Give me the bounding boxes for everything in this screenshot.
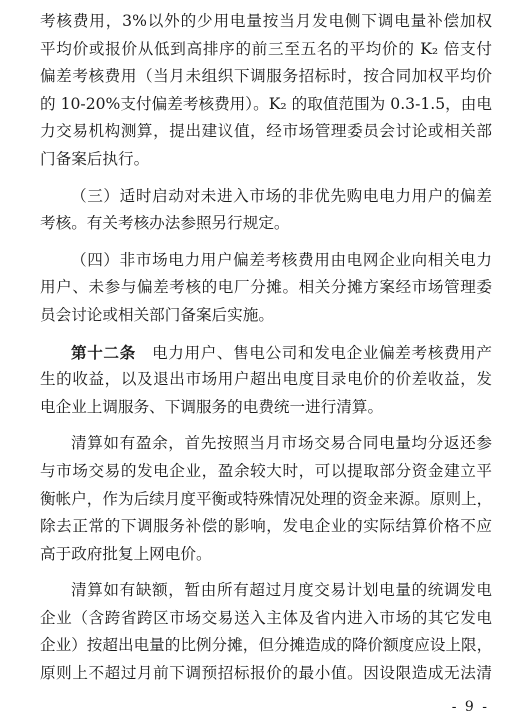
text-line: 考核费用，3%以外的少用电量按当月发电侧下调电量补偿加权 [40, 12, 492, 30]
text-line: 员会讨论或相关部门备案后实施。 [40, 305, 274, 324]
text-line: 高于政府批复上网电价。 [40, 544, 212, 563]
document-page [40, 8, 492, 688]
text-line: 偏差考核费用（当月未组织下调服务招标时，按合同加权平均价 [40, 67, 492, 86]
text-line: 与市场交易的发电企业，盈余较大时，可以提取部分资金建立平 [40, 461, 492, 480]
article-label: 第十二条 [71, 342, 136, 362]
paragraph-deficit [40, 577, 492, 687]
text-line: 企业）按超出电量的比例分摊，但分摊造成的降价额度应设上限， [40, 636, 492, 655]
text-line: 考核。有关考核办法参照另行规定。 [40, 214, 290, 233]
text-line: 平均价或报价从低到高排序的前三至五名的平均价的 K₂ 倍支付 [40, 39, 492, 58]
paragraph-article-12 [40, 339, 492, 422]
text-line: （四）非市场电力用户偏差考核费用由电网企业向相关电力 [71, 250, 492, 269]
text-line: 用户、未参与偏差考核的电厂分摊。相关分摊方案经市场管理委 [40, 278, 492, 297]
text-line: 清算如有盈余，首先按照当月市场交易合同电量均分返还参 [71, 434, 492, 453]
paragraph-surplus [40, 430, 492, 568]
text-line: 电企业上调服务、下调服务的电费统一进行清算。 [40, 397, 384, 416]
article-text: 电力用户、售电公司和发电企业偏差考核费用产 [152, 343, 492, 362]
page-number: - 9 - [451, 699, 489, 715]
text-line: 除去正常的下调服务补偿的影响，发电企业的实际结算价格不应 [40, 517, 492, 536]
text-line: 衡帐户，作为后续月度平衡或特殊情况处理的资金来源。原则上， [40, 489, 492, 508]
text-line: 生的收益，以及退出市场用户超出电度目录电价的价差收益，发 [40, 370, 492, 389]
text-line: 力交易机构测算，提出建议值，经市场管理委员会讨论或相关部 [40, 122, 492, 141]
text-line: （三）适时启动对未进入市场的非优先购电电力用户的偏差 [71, 186, 492, 205]
paragraph-item-four [40, 247, 492, 330]
text-line: 的 10-20%支付偏差考核费用）。K₂ 的取值范围为 0.3-1.5，由电 [40, 94, 492, 113]
text-line [40, 339, 492, 367]
paragraph-item-three [40, 183, 492, 238]
paragraph-k2-coefficient [40, 8, 492, 174]
text-line: 原则上不超过月前下调预招标报价的最小值。因设限造成无法清 [40, 664, 492, 683]
text-line: 企业（含跨省跨区市场交易送入主体及省内进入市场的其它发电 [40, 608, 492, 627]
text-line: 门备案后执行。 [40, 149, 150, 168]
text-line: 清算如有缺额，暂由所有超过月度交易计划电量的统调发电 [71, 581, 492, 600]
